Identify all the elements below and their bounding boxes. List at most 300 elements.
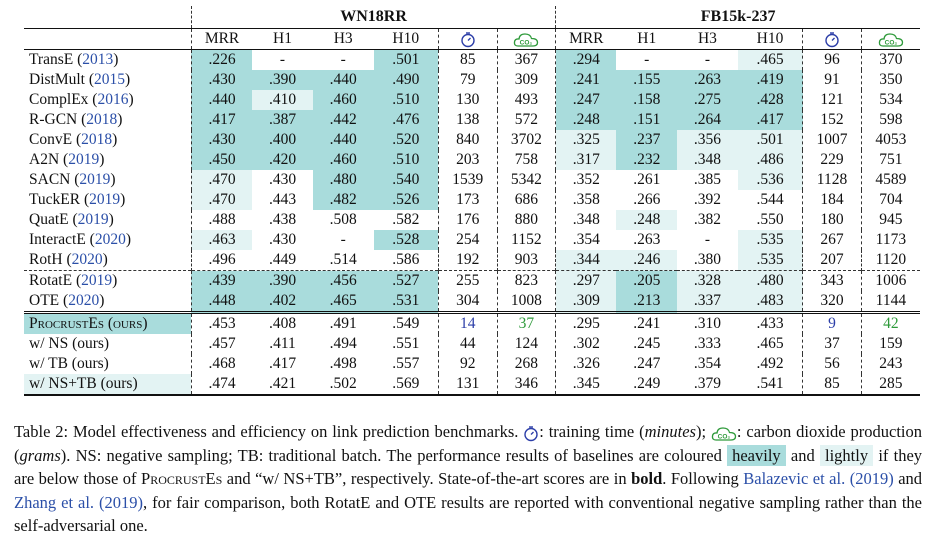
model-name-cell: RotatE (2019)	[24, 271, 191, 292]
co2-cell: 493	[497, 90, 556, 110]
metric-cell: .508	[329, 211, 357, 229]
metric-cell: .232	[616, 150, 677, 170]
caption-emphasis: grams	[19, 445, 61, 465]
table-caption	[14, 420, 922, 538]
time-cell: 207	[803, 250, 862, 271]
model-name: ComplEx	[29, 91, 89, 109]
metric-cell: .151	[616, 110, 677, 130]
metric-cell: .460	[313, 90, 374, 110]
metric-cell: .411	[269, 335, 296, 353]
metric-cell: .527	[374, 271, 439, 292]
metric-cell: .420	[252, 150, 313, 170]
time-cell: 255	[438, 271, 497, 292]
metric-cell: .385	[693, 171, 722, 189]
metric-cell: .550	[756, 211, 784, 229]
metric-cell: .226	[191, 50, 252, 71]
model-name: InteractE	[29, 231, 86, 249]
column-header-h10: H10	[738, 29, 803, 50]
time-cell: 85	[803, 374, 862, 395]
time-cell: 44	[438, 334, 497, 354]
co2-cloud-icon	[711, 425, 737, 442]
co2-cell: 4589	[861, 170, 920, 190]
model-name-cell: DistMult (2015)	[29, 71, 131, 89]
metric-cell: .514	[329, 251, 357, 269]
metric-cell: .476	[374, 110, 439, 130]
metric-cell: .494	[329, 335, 357, 353]
caption-text: and “w/ NS+TB”, respectively. State-of-the-art scores are in	[226, 469, 627, 488]
column-header-row	[24, 29, 920, 50]
co2-cell: 534	[861, 90, 920, 110]
metric-cell: .241	[616, 313, 677, 335]
time-cell: 138	[438, 110, 497, 130]
caption-text: Table 2: Model effectiveness and efficiency on link prediction benchmarks.	[14, 422, 519, 441]
column-header-h1: H1	[616, 29, 677, 50]
metric-cell: .528	[374, 230, 439, 250]
co2-cell: 309	[497, 70, 556, 90]
metric-cell: .531	[374, 291, 439, 313]
metric-cell: .463	[191, 230, 252, 250]
metric-cell: .337	[677, 291, 738, 313]
model-name-cell: A2N (2019)	[29, 151, 105, 169]
model-name: w/ NS (ours)	[29, 335, 110, 353]
metric-cell: .310	[677, 313, 738, 335]
model-name-cell: R-GCN (2018)	[29, 111, 123, 129]
table-row	[24, 50, 920, 71]
co2-cell: 37	[497, 313, 556, 335]
metric-cell: .263	[677, 70, 738, 90]
time-cell: 56	[803, 354, 862, 374]
metric-cell: .586	[392, 251, 420, 269]
metric-cell: .264	[677, 110, 738, 130]
model-name: OTE	[29, 292, 60, 310]
co2-cell: 3702	[497, 130, 556, 150]
table-row	[24, 374, 920, 395]
co2-cell: 758	[497, 150, 556, 170]
co2-cell: 880	[497, 210, 556, 230]
column-header-h10: H10	[374, 29, 439, 50]
metric-cell: .237	[616, 130, 677, 150]
metric-cell: .468	[191, 354, 252, 374]
metric-cell: .449	[268, 251, 297, 269]
column-header-h3: H3	[313, 29, 374, 50]
metric-cell: .535	[738, 230, 803, 250]
metric-cell: .535	[738, 250, 803, 271]
model-name: R-GCN	[29, 111, 78, 129]
caption-emphasis: minutes	[644, 422, 696, 441]
time-cell: 131	[438, 374, 497, 395]
time-cell: 203	[438, 150, 497, 170]
column-header-time	[803, 29, 862, 50]
metric-cell: .344	[556, 250, 617, 271]
metric-cell: .379	[677, 374, 738, 395]
metric-cell: .354	[693, 355, 722, 373]
table-row	[24, 170, 920, 190]
metric-cell: .266	[633, 191, 661, 209]
metric-cell: .433	[738, 313, 803, 335]
metric-cell: .387	[252, 110, 313, 130]
metric-cell: .430	[191, 130, 252, 150]
metric-cell: .428	[738, 90, 803, 110]
metric-cell: .247	[633, 355, 661, 373]
co2-cell: 945	[861, 210, 920, 230]
model-name: SACN	[29, 171, 71, 189]
metric-cell: .417	[268, 355, 297, 373]
metric-cell: .557	[392, 355, 420, 373]
group-header-wn18rr: WN18RR	[191, 6, 555, 29]
time-cell: 304	[438, 291, 497, 313]
metric-cell: .295	[556, 313, 617, 335]
table-body	[24, 50, 920, 396]
citation-year-link[interactable]: 2020	[68, 292, 100, 310]
model-name-cell: ConvE (2018)	[29, 131, 118, 149]
time-cell: 176	[438, 210, 497, 230]
metric-cell: -	[644, 51, 650, 69]
metric-cell: .582	[392, 211, 420, 229]
table-row	[24, 110, 920, 130]
model-name: w/ NS+TB (ours)	[29, 375, 138, 393]
metric-cell: .246	[616, 250, 677, 271]
co2-cell: 1008	[497, 291, 556, 313]
metric-cell: .457	[191, 334, 252, 354]
citation-year-link[interactable]: 2018	[81, 131, 113, 149]
model-name-cell: InteractE (2020)	[29, 231, 132, 249]
metric-cell: .248	[616, 210, 677, 230]
table-row	[24, 90, 920, 110]
metric-cell: .294	[556, 50, 617, 71]
stopwatch-icon	[523, 425, 539, 442]
table-row	[24, 354, 920, 374]
time-cell: 121	[803, 90, 862, 110]
citation-year-link[interactable]: 2019	[68, 151, 100, 169]
column-header-mrr: MRR	[191, 29, 252, 50]
metric-cell: .501	[738, 130, 803, 150]
co2-cell: 5342	[497, 170, 556, 190]
svg-text:CO₂: CO₂	[717, 433, 731, 441]
model-name-cell	[24, 374, 191, 395]
metric-cell: .491	[313, 313, 374, 335]
time-cell: 1128	[803, 170, 862, 190]
citation-year-link[interactable]: 2015	[94, 71, 126, 89]
metric-cell: .443	[268, 191, 297, 209]
metric-cell: .480	[738, 271, 803, 292]
caption-bold: bold	[631, 469, 663, 488]
caption-text: : training time (	[539, 422, 645, 441]
metric-cell: -	[340, 231, 346, 249]
metric-cell: .155	[616, 70, 677, 90]
metric-cell: .317	[556, 150, 617, 170]
metric-cell: .430	[191, 70, 252, 90]
model-name-cell	[24, 334, 191, 354]
citation-year-link[interactable]: 2013	[82, 51, 114, 69]
metric-cell: .569	[374, 374, 439, 395]
metric-cell: .460	[313, 150, 374, 170]
metric-cell: .448	[191, 291, 252, 313]
time-cell: 1539	[438, 170, 497, 190]
citation-year-link[interactable]: 2018	[86, 111, 118, 129]
metric-cell: .430	[268, 231, 297, 249]
table-row	[24, 230, 920, 250]
model-name: DistMult	[29, 71, 85, 89]
metric-cell: .205	[616, 271, 677, 292]
co2-cell: 598	[861, 110, 920, 130]
metric-cell: .328	[677, 271, 738, 292]
co2-cell: 350	[861, 70, 920, 90]
model-name-cell: RotH (2020)	[29, 251, 108, 269]
metric-cell: .450	[191, 150, 252, 170]
time-cell: 37	[803, 334, 862, 354]
time-cell: 229	[803, 150, 862, 170]
time-cell: 152	[803, 110, 862, 130]
model-name: RotatE	[29, 272, 73, 290]
corner-cell	[24, 6, 191, 29]
co2-cell: 159	[861, 334, 920, 354]
metric-cell: .492	[756, 355, 784, 373]
metric-cell: .410	[252, 90, 313, 110]
column-header-co2	[497, 29, 556, 50]
model-name: RotH	[29, 251, 63, 269]
table-row	[24, 190, 920, 210]
metric-cell: .400	[252, 130, 313, 150]
metric-cell: -	[340, 51, 346, 69]
metric-cell: .453	[191, 313, 252, 335]
column-header-time	[438, 29, 497, 50]
model-name-cell: OTE (2020)	[29, 292, 105, 310]
svg-text:CO₂: CO₂	[884, 38, 898, 46]
group-header-fb15k237: FB15k-237	[556, 6, 920, 29]
metric-cell: .382	[693, 211, 722, 229]
metric-cell: .309	[556, 291, 617, 313]
column-header-h3: H3	[677, 29, 738, 50]
metric-cell: -	[279, 51, 286, 69]
model-name: TuckER	[29, 191, 81, 209]
metric-cell: .419	[738, 70, 803, 90]
metric-cell: .540	[374, 170, 439, 190]
metric-cell: .486	[738, 150, 803, 170]
column-header-model	[24, 29, 191, 50]
time-cell: 79	[438, 70, 497, 90]
metric-cell: .245	[633, 335, 661, 353]
metric-cell: .440	[313, 70, 374, 90]
metric-cell: .158	[616, 90, 677, 110]
citation-year-link[interactable]: 2020	[94, 231, 126, 249]
metric-cell: .430	[268, 171, 297, 189]
metric-cell: .501	[374, 50, 439, 71]
metric-cell: .390	[252, 70, 313, 90]
citation-year-link[interactable]: 2019	[79, 171, 111, 189]
metric-cell: .439	[191, 271, 252, 292]
metric-cell: .261	[633, 171, 661, 189]
metric-cell: .502	[313, 374, 374, 395]
metric-cell: .417	[738, 110, 803, 130]
metric-cell: .354	[556, 230, 617, 250]
table-row	[24, 150, 920, 170]
metric-cell: .465	[313, 291, 374, 313]
time-cell: 91	[803, 70, 862, 90]
table-row	[24, 250, 920, 271]
citation-year-link[interactable]: 2020	[71, 251, 103, 269]
citation-year-link[interactable]: 2019	[89, 191, 121, 209]
caption-text: and	[898, 469, 923, 488]
metric-cell: .541	[738, 374, 803, 395]
metric-cell: .465	[738, 50, 803, 71]
co2-cell: 572	[497, 110, 556, 130]
co2-cell: 823	[497, 271, 556, 292]
table-row	[24, 271, 920, 292]
legend-heavily-swatch: heavily	[727, 445, 786, 466]
metric-cell: -	[704, 231, 711, 249]
table-row	[24, 334, 920, 354]
method-name: ProcrustEs	[141, 469, 223, 488]
column-header-mrr: MRR	[556, 29, 617, 50]
time-cell: 180	[803, 210, 862, 230]
co2-cloud-icon	[878, 31, 904, 48]
model-name-cell: TuckER (2019)	[29, 191, 126, 209]
stopwatch-icon	[460, 31, 476, 48]
time-cell: 343	[803, 271, 862, 292]
metric-cell: .551	[392, 335, 420, 353]
model-name: w/ TB (ours)	[29, 355, 109, 373]
metric-cell: .520	[374, 130, 439, 150]
column-header-h1: H1	[252, 29, 313, 50]
co2-cell: 124	[497, 334, 556, 354]
co2-cloud-icon	[513, 31, 539, 48]
model-name-cell: SACN (2019)	[29, 171, 116, 189]
metric-cell: .490	[374, 70, 439, 90]
metric-cell: .498	[329, 355, 357, 373]
co2-cell: 686	[497, 190, 556, 210]
model-name-cell	[24, 313, 191, 335]
metric-cell: .358	[556, 190, 617, 210]
metric-cell: .392	[693, 191, 722, 209]
metric-cell: .421	[252, 374, 313, 395]
metric-cell: -	[704, 51, 711, 69]
metric-cell: .465	[756, 335, 784, 353]
metric-cell: .442	[313, 110, 374, 130]
metric-cell: .241	[556, 70, 617, 90]
citation-year-zhang[interactable]: (2019)	[99, 492, 143, 512]
metric-cell: .326	[556, 354, 617, 374]
co2-cell: 704	[861, 190, 920, 210]
metric-cell: .408	[252, 313, 313, 335]
metric-cell: .402	[252, 291, 313, 313]
metric-cell: .352	[556, 170, 617, 190]
metric-cell: .470	[191, 170, 252, 190]
citation-year-link[interactable]: 2019	[77, 211, 109, 229]
table-row	[24, 130, 920, 150]
co2-cell: 370	[861, 50, 920, 71]
time-cell: 85	[438, 50, 497, 71]
table-row	[24, 291, 920, 313]
co2-cell: 1144	[861, 291, 920, 313]
co2-cell: 1173	[861, 230, 920, 250]
metric-cell: .297	[556, 271, 617, 292]
metric-cell: .348	[556, 210, 617, 230]
citation-link-zhang[interactable]: Zhang et al.	[14, 492, 95, 512]
metric-cell: .249	[616, 374, 677, 395]
co2-cell: 367	[497, 50, 556, 71]
model-name: TransE	[29, 51, 74, 69]
model-name-cell: TransE (2013)	[29, 51, 119, 69]
time-cell: 1007	[803, 130, 862, 150]
citation-year-link[interactable]: 2016	[97, 91, 129, 109]
caption-text: . Following	[662, 469, 739, 488]
metric-cell: .213	[616, 291, 677, 313]
metric-cell: .248	[556, 110, 617, 130]
co2-cell: 751	[861, 150, 920, 170]
time-cell: 130	[438, 90, 497, 110]
metric-cell: .474	[191, 374, 252, 395]
time-cell: 92	[438, 354, 497, 374]
column-header-co2	[861, 29, 920, 50]
time-cell: 320	[803, 291, 862, 313]
time-cell: 173	[438, 190, 497, 210]
metric-cell: .456	[313, 271, 374, 292]
co2-cell: 243	[861, 354, 920, 374]
citation-year-balazevic[interactable]: (2019)	[849, 469, 894, 488]
time-cell: 192	[438, 250, 497, 271]
metric-cell: .482	[313, 190, 374, 210]
metric-cell: .345	[556, 374, 617, 395]
time-cell: 14	[438, 313, 497, 335]
metric-cell: .390	[252, 271, 313, 292]
metric-cell: .438	[268, 211, 297, 229]
metric-cell: .440	[313, 130, 374, 150]
time-cell: 96	[803, 50, 862, 71]
time-cell: 254	[438, 230, 497, 250]
metric-cell: .496	[191, 250, 252, 271]
caption-text: , for fair comparison, both RotatE and OTE results are reported with conventional negative sampling rather than the self-adversarial one.	[14, 492, 922, 535]
time-cell: 184	[803, 190, 862, 210]
metric-cell: .470	[191, 190, 252, 210]
table-row	[24, 70, 920, 90]
metric-cell: .325	[556, 130, 617, 150]
caption-text: if they are below those of	[14, 445, 923, 488]
caption-text: ). NS: negative sampling; TB: traditional batch. The performance results of baselines are coloured	[60, 445, 722, 465]
metric-cell: .348	[677, 150, 738, 170]
metric-cell: .488	[191, 210, 252, 230]
model-name-cell: QuatE (2019)	[29, 211, 114, 229]
metric-cell: .302	[556, 334, 617, 354]
caption-text: : carbon dioxide production (	[14, 422, 922, 465]
metric-cell: .480	[313, 170, 374, 190]
results-table	[24, 6, 920, 396]
co2-cell: 1006	[861, 271, 920, 292]
model-name-cell: ComplEx (2016)	[29, 91, 134, 109]
metric-cell: .483	[738, 291, 803, 313]
table-row	[24, 210, 920, 230]
citation-link-balazevic[interactable]: Balazevic et al.	[743, 469, 846, 488]
caption-text: and	[790, 445, 815, 465]
stopwatch-icon	[824, 31, 840, 48]
co2-cell: 268	[497, 354, 556, 374]
group-header-row	[24, 6, 920, 29]
metric-cell: .275	[677, 90, 738, 110]
citation-year-link[interactable]: 2019	[81, 272, 113, 290]
time-cell: 267	[803, 230, 862, 250]
metric-cell: .549	[374, 313, 439, 335]
metric-cell: .544	[756, 191, 784, 209]
svg-text:CO₂: CO₂	[520, 38, 533, 46]
time-cell: 840	[438, 130, 497, 150]
metric-cell: .510	[374, 150, 439, 170]
co2-cell: 1120	[861, 250, 920, 271]
co2-cell: 42	[861, 313, 920, 335]
model-name: A2N	[29, 151, 60, 169]
metric-cell: .247	[556, 90, 617, 110]
co2-cell: 1152	[497, 230, 556, 250]
legend-lightly-swatch: lightly	[820, 445, 873, 466]
metric-cell: .510	[374, 90, 439, 110]
